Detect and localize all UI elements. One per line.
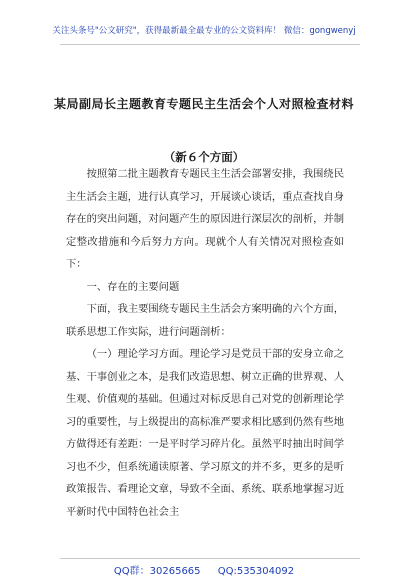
footer-qq: QQ:535304092 [217, 566, 295, 577]
footer-qq-group: QQ群：30265665 [113, 566, 201, 577]
section-heading: 一、存在的主要问题 [86, 280, 180, 293]
footer-divider [60, 558, 360, 559]
document-title: 某局副局长主题教育专题民主生活会个人对照检查材料 [53, 97, 354, 111]
document-body [66, 163, 344, 523]
header-note: 关注头条号"公文研究"，获得最新最全最专业的公文资料库！ 微信：gongwenyj [52, 26, 356, 36]
header-divider [60, 44, 360, 45]
document-subtitle: （新６个方面） [163, 150, 245, 164]
footer [0, 562, 408, 577]
body-paragraph: （一）理论学习方面。理论学习是党员干部的安身立命之基、干事创业之本，是我们改造思想、树立正确的世界观、人生观、价值观的基础。但通过对标反思自己对党的创新理论学习的重要性，与上级提出的高标准严要求相比感到仍然有些地方做得还有差距：一是平时学习碎片化。虽然平时抽出时间学习也不少，但系统通读原著、学习原文的并不多，更多的是听政策报告、看理论文章，导致不全面、系统、联系地掌握习近平新时代中国特色社会主 [66, 348, 345, 518]
body-paragraph: 按照第二批主题教育专题民主生活会部署安排，我围绕民主生活会主题，进行认真学习，开展谈心谈话，重点查找自身存在的突出问题，对问题产生的原因进行深层次的剖析，并制定整改措施和今后努力方向。现就个人有关情况对照检查如下： [66, 168, 345, 270]
body-paragraph: 下面，我主要围绕专题民主生活会方案明确的六个方面，联系思想工作实际，进行问题剖析： [66, 303, 345, 338]
